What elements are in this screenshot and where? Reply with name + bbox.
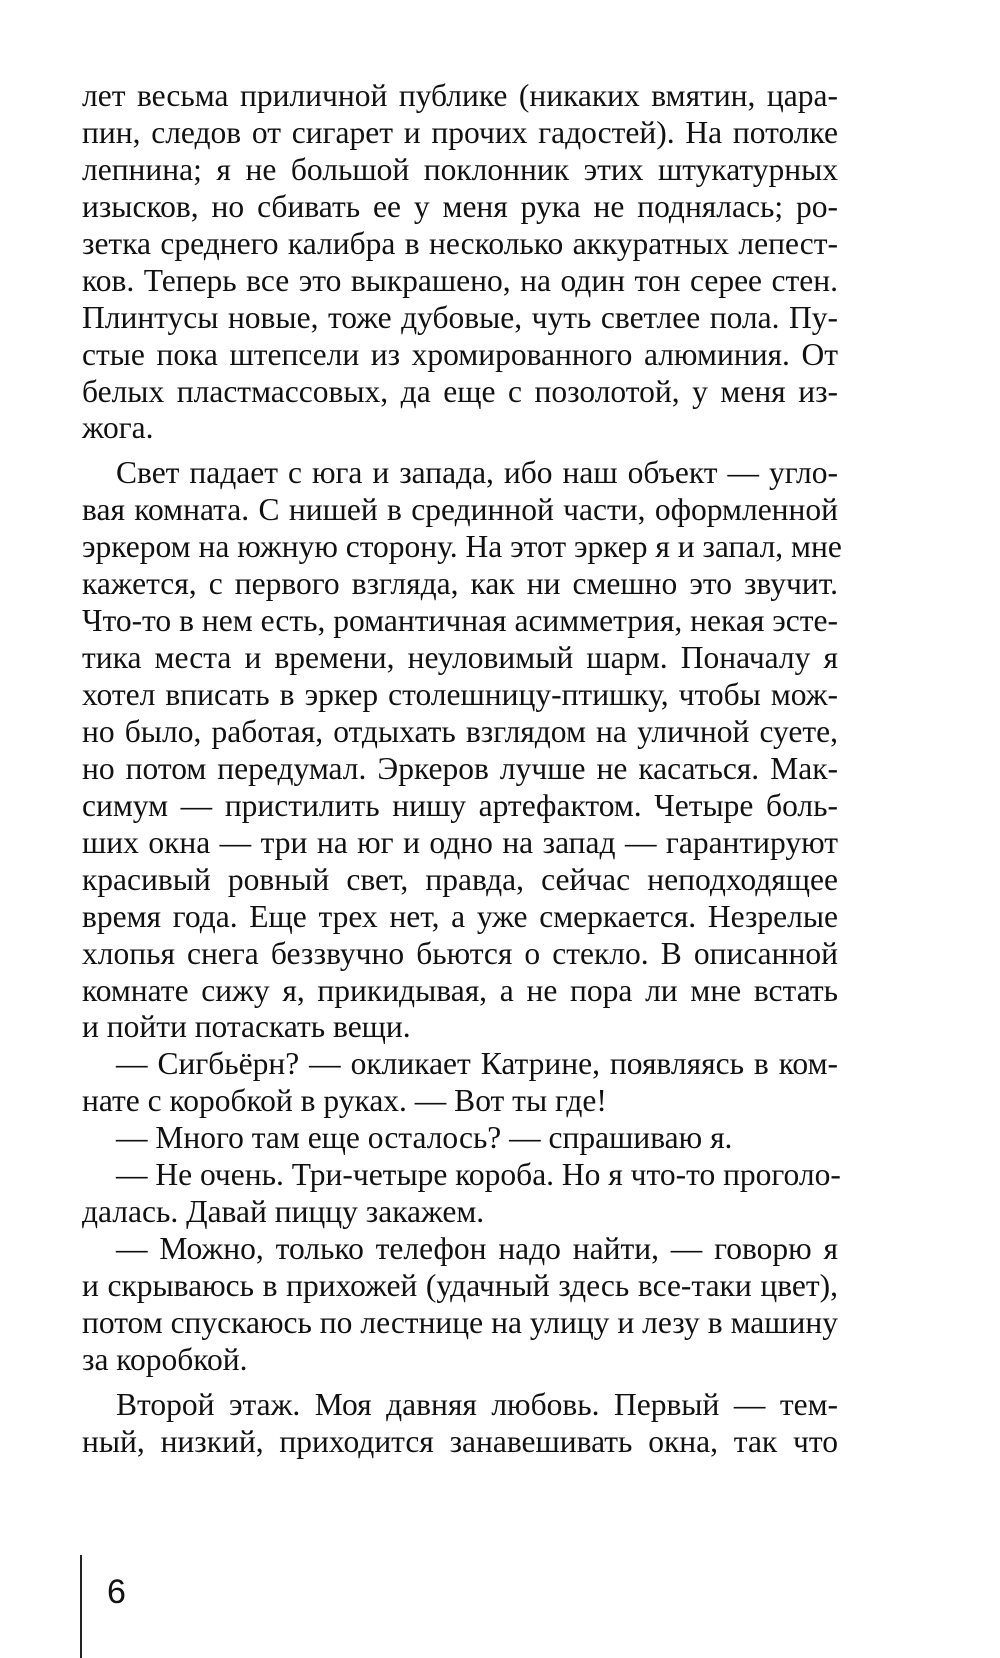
text-line: кажется, с первого взгляда, как ни смешно это звучит. bbox=[82, 566, 838, 602]
text-line: ный, низкий, приходится занавешивать окна, так что bbox=[82, 1423, 838, 1459]
text-line: и пойти потаскать вещи. bbox=[82, 1009, 411, 1045]
text-line: тика места и времени, неуловимый шарм. Поначалу я bbox=[82, 640, 838, 676]
text-line: ков. Теперь все это выкрашено, на один тон серее стен. bbox=[82, 262, 838, 298]
text-line: белых пластмассовых, да еще с позолотой, у меня из- bbox=[82, 373, 838, 409]
text-line: время года. Еще трех нет, а уже смеркается. Незрелые bbox=[82, 898, 838, 934]
text-line: — Можно, только телефон надо найти, — говорю я bbox=[116, 1231, 838, 1267]
text-line: Свет падает с юга и запада, ибо наш объект — угло- bbox=[116, 455, 838, 491]
text-line: зетка среднего калибра в несколько аккуратных лепест- bbox=[82, 225, 838, 261]
text-line: но потом передумал. Эркеров лучше не касаться. Мак- bbox=[82, 750, 838, 786]
text-line: хлопья снега беззвучно бьются о стекло. В описанной bbox=[82, 935, 838, 971]
text-line: нате с коробкой в руках. — Вот ты где! bbox=[82, 1083, 607, 1119]
dialogue-line-2 bbox=[82, 1120, 838, 1157]
paragraph-1 bbox=[82, 78, 838, 447]
text-line: вая комната. С нишей в срединной части, оформленной bbox=[82, 492, 838, 528]
text-line: красивый ровный свет, правда, сейчас неподходящее bbox=[82, 861, 838, 897]
text-line: эркером на южную сторону. На этот эркер я и запал, мне bbox=[82, 529, 842, 565]
text-line: — Много там еще осталось? — спрашиваю я. bbox=[116, 1120, 733, 1156]
text-line: пин, следов от сигарет и прочих гадостей). На потолке bbox=[82, 114, 838, 150]
dialogue-line-3 bbox=[82, 1157, 841, 1231]
text-line: — Сигбьёрн? — окликает Катрине, появляясь в ком- bbox=[116, 1046, 838, 1082]
text-line: далась. Давай пиццу закажем. bbox=[82, 1194, 485, 1230]
page-number: 6 bbox=[107, 1573, 126, 1611]
text-line: жога. bbox=[82, 410, 154, 446]
text-line: Плинтусы новые, тоже дубовые, чуть светлее пола. Пу- bbox=[82, 299, 838, 335]
paragraph-2 bbox=[82, 455, 842, 1046]
text-line: Второй этаж. Моя давняя любовь. Первый — тем- bbox=[116, 1386, 838, 1422]
dialogue-line-1 bbox=[82, 1046, 838, 1120]
text-line: лепнина; я не большой поклонник этих штукатурных bbox=[82, 151, 838, 187]
text-line: лет весьма приличной публике (никаких вмятин, цара- bbox=[82, 78, 838, 113]
text-line: и скрываюсь в прихожей (удачный здесь все-таки цвет), bbox=[82, 1268, 838, 1303]
text-line: потом спускаюсь по лестнице на улицу и лезу в машину bbox=[82, 1304, 838, 1340]
book-page-text bbox=[82, 78, 842, 1461]
page-margin-rule bbox=[80, 1555, 82, 1658]
text-line: хотел вписать в эркер столешницу-птишку, чтобы мож- bbox=[82, 677, 838, 712]
text-line: Что-то в нем есть, романтичная асимметрия, некая эсте- bbox=[82, 603, 838, 639]
text-line: симум — пристилить нишу артефактом. Четыре боль- bbox=[82, 787, 838, 823]
text-line: — Не очень. Три-четыре короба. Но я что-то проголо- bbox=[116, 1157, 841, 1193]
text-line: но было, работая, отдыхать взглядом на уличной суете, bbox=[82, 713, 838, 749]
paragraph-7 bbox=[82, 1387, 838, 1461]
text-line: ших окна — три на юг и одно на запад — гарантируют bbox=[82, 824, 838, 860]
text-line: комнате сижу я, прикидывая, а не пора ли мне встать bbox=[82, 972, 838, 1008]
text-line: стые пока штепсели из хромированного алюминия. От bbox=[82, 336, 838, 372]
dialogue-line-4 bbox=[82, 1231, 838, 1379]
text-line: за коробкой. bbox=[82, 1341, 248, 1377]
text-line: изысков, но сбивать ее у меня рука не поднялась; ро- bbox=[82, 188, 838, 224]
